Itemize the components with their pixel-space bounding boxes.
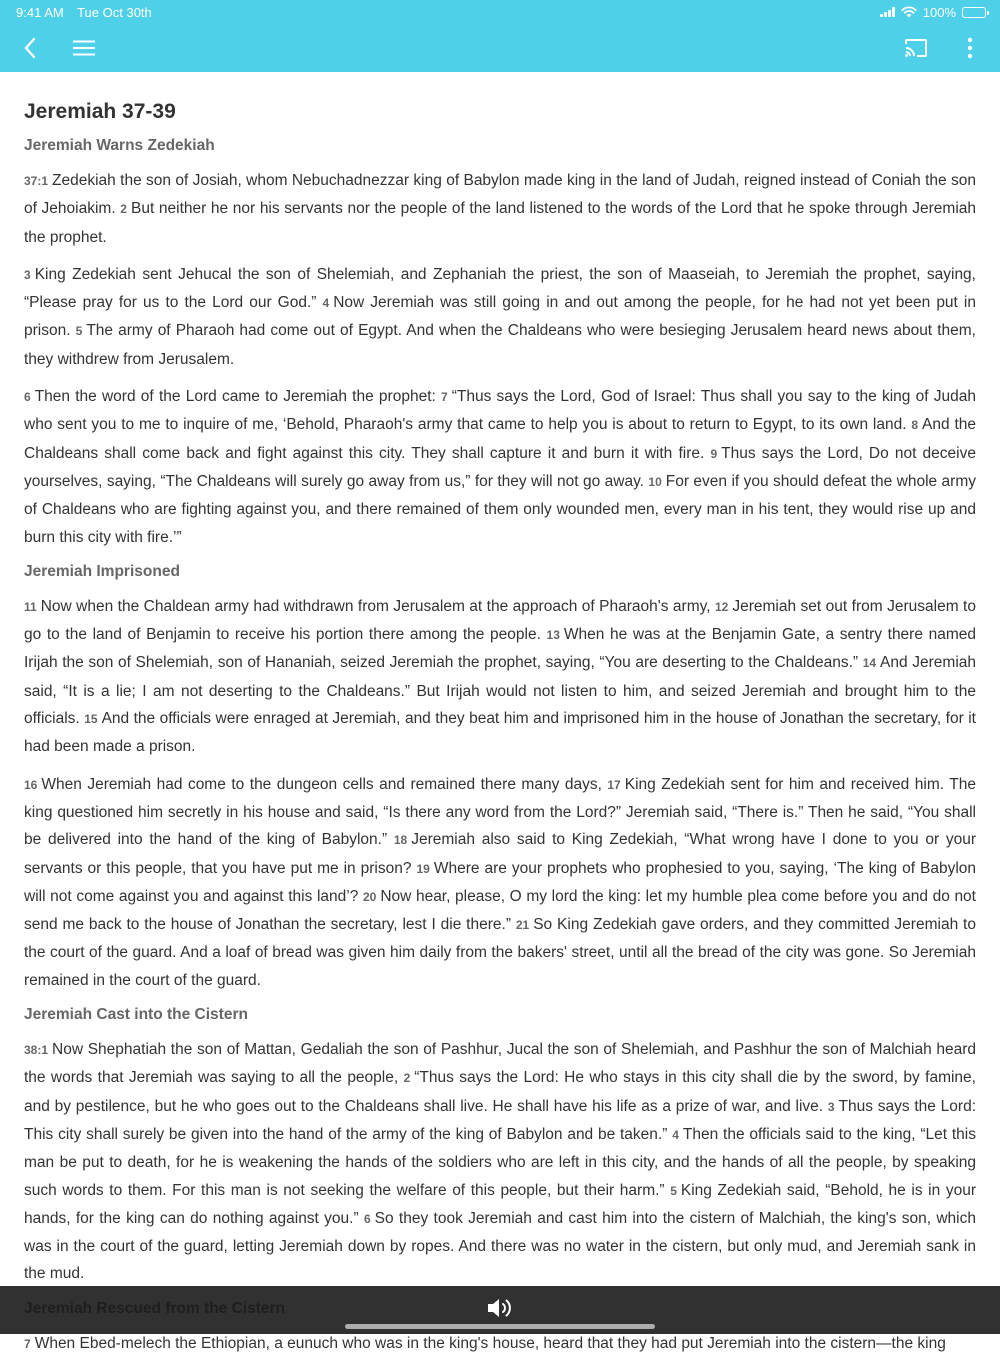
battery-percent: 100%: [922, 4, 956, 20]
back-button[interactable]: [14, 32, 46, 64]
verse-text[interactable]: So they took Jeremiah and cast him into the cistern of Malchiah, the king's son, which was in the court of the guard, letting Jeremiah down by ropes. And there was no water in the cistern, but only mud, and Jeremiah sank in the mud.: [24, 1209, 976, 1283]
toolbar-right: [900, 32, 986, 64]
verse-number[interactable]: 18: [393, 833, 408, 848]
top-toolbar: [0, 24, 1000, 72]
verse-text[interactable]: Thus says the Lord, Do not deceive yourselves, saying, “The Chaldeans will surely go away from us,” for they will not go away.: [24, 444, 976, 490]
reading-content[interactable]: [24, 72, 977, 1352]
verse-text[interactable]: “Thus says the Lord, God of Israel: Thus shall you say to the king of Judah who sent you to me to inquire of me, ‘Behold, Pharaoh's army that came to help you is about to return to Egypt, to its own land.: [24, 388, 976, 434]
verse-number[interactable]: 5: [670, 1183, 677, 1198]
cast-button[interactable]: [900, 32, 932, 64]
back-chevron-icon: [23, 37, 37, 59]
verse-number[interactable]: 4: [672, 1127, 679, 1142]
status-right: [880, 5, 986, 20]
verse-text[interactable]: “Thus says the Lord: He who stays in this city shall die by the sword, by famine, and by pestilence, but he who goes out to the Chaldeans shall live. He shall have his life as a prize of war, and live.: [24, 1069, 976, 1115]
speaker-volume-icon: [486, 1296, 514, 1320]
cast-icon: [904, 38, 928, 58]
verse-number[interactable]: 13: [546, 628, 560, 643]
paragraph: [24, 593, 976, 761]
verse-text[interactable]: Where are your prophets who prophesied to you, saying, ‘The king of Babylon will not come against you and against this land’?: [24, 859, 976, 905]
verse-text[interactable]: And Jeremiah said, “It is a lie; I am not deserting to the Chaldeans.” But Irijah would not listen to him, and seized Jeremiah and brought him to the officials.: [24, 654, 976, 728]
verse-text[interactable]: Now hear, please, O my lord the king: let my humble plea come before you and do not send me back to the house of Jonathan the secretary, lest I die there.”: [24, 887, 976, 934]
verse-number[interactable]: 14: [862, 656, 877, 671]
verse-text[interactable]: Now Shephatiah the son of Mattan, Gedaliah the son of Pashhur, Jucal the son of Shelemiah, and Pashhur the son of Malchiah heard the words that Jeremiah was saying to all the people,: [24, 1041, 976, 1087]
verse-number[interactable]: 19: [416, 861, 430, 876]
verse-text[interactable]: Zedekiah the son of Josiah, whom Nebuchadnezzar king of Babylon made king in the land of Judah, reigned instead of Coniah the son of Jehoiakim.: [24, 172, 976, 218]
verse-text[interactable]: Then the officials said to the king, “Let this man be put to death, for he is weakening the hands of the soldiers who are left in this city, and the hands of all the people, by speaking such words to them. For this man is not seeking the welfare of this people, but their harm.”: [24, 1125, 976, 1199]
home-indicator[interactable]: [345, 1324, 655, 1329]
section-heading: Jeremiah Imprisoned: [24, 562, 180, 580]
verse-text[interactable]: King Zedekiah sent for him and received him. The king questioned him secretly in his house and said, “Is there any word from the Lord?” Jeremiah said, “There is.” Then he said, “You shall be delivered into the hand of the king of Babylon.”: [24, 775, 976, 849]
paragraph: [24, 167, 976, 251]
verse-text[interactable]: King Zedekiah sent Jehucal the son of Shelemiah, and Zephaniah the priest, the son of Maaseiah, to Jeremiah the prophet, saying, “Please pray for us to the Lord our God.”: [24, 265, 976, 312]
verse-text[interactable]: Thus says the Lord: This city shall surely be given into the hand of the army of the king of Babylon and be taken.”: [24, 1097, 977, 1143]
verse-number[interactable]: 5: [75, 324, 83, 339]
verse-text[interactable]: When he was at the Benjamin Gate, a sentry there named Irijah the son of Shelemiah, son of Hananiah, seized Jeremiah the prophet, saying, “You are deserting to the Chaldeans.”: [24, 626, 976, 672]
verse-number[interactable]: 7: [441, 390, 448, 405]
verse-number[interactable]: 16: [24, 777, 38, 792]
verse-number[interactable]: 6: [363, 1211, 371, 1226]
verse-text[interactable]: And the officials were enraged at Jeremiah, and they beat him and imprisoned him in the house of Jonathan the secretary, for it had been made a prison.: [24, 710, 976, 756]
paragraph: [24, 261, 976, 373]
verse-number[interactable]: 8: [911, 418, 919, 433]
verse-text[interactable]: Jeremiah also said to King Zedekiah, “What wrong have I done to you or your servants or this people, that you have put me in prison?: [24, 831, 976, 877]
verse-text[interactable]: But neither he nor his servants nor the people of the land listened to the words of the Lord that he spoke through Jeremiah the prophet.: [24, 200, 977, 246]
signal-icon: [880, 7, 895, 17]
verse-number[interactable]: 37:1: [24, 174, 49, 188]
verse-text[interactable]: For even if you should defeat the whole army of Chaldeans who are fighting against you, and there remained of them only wounded men, every man in his tent, they would rise up and burn this city with fire.’”: [24, 472, 976, 546]
verse-text[interactable]: And the Chaldeans shall come back and fight against this city. They shall capture it and burn it with fire.: [24, 416, 977, 462]
verse-text[interactable]: Jeremiah set out from Jerusalem to go to the land of Benjamin to receive his portion there among the people.: [24, 597, 976, 644]
verse-text[interactable]: When Ebed-melech the Ethiopian, a eunuch who was in the king's house, heard that they had put Jeremiah into the cistern—the king: [34, 1334, 946, 1352]
verse-number[interactable]: 17: [607, 777, 621, 792]
verse-text[interactable]: The army of Pharaoh had come out of Egypt. And when the Chaldeans who were besieging Jerusalem heard news about them, they withdrew from Jerusalem.: [24, 322, 976, 368]
section-heading: Jeremiah Cast into the Cistern: [24, 1006, 248, 1024]
more-vertical-icon: [967, 37, 973, 59]
verse-number[interactable]: 2: [120, 202, 127, 217]
wifi-icon: [901, 6, 917, 18]
verse-text[interactable]: Now Jeremiah was still going in and out among the people, for he had not yet been put in prison.: [24, 294, 977, 340]
audio-toggle-button[interactable]: [486, 1296, 514, 1325]
verse-number[interactable]: 7: [24, 1336, 31, 1351]
status-left: [16, 5, 162, 20]
status-date: Tue Oct 30th: [77, 4, 152, 20]
verse-number[interactable]: 38:1: [24, 1043, 49, 1058]
verse-text[interactable]: So King Zedekiah gave orders, and they committed Jeremiah to the court of the guard. And a loaf of bread was given him daily from the bakers' street, until all the bread of the city was gone. So Jeremiah remained in the court of the guard.: [24, 916, 976, 989]
page-title: Jeremiah 37-39: [24, 100, 176, 123]
verse-number[interactable]: 11: [24, 599, 37, 614]
verse-number[interactable]: 10: [648, 474, 662, 489]
status-time: 9:41 AM: [16, 4, 64, 20]
sections-container: [24, 135, 976, 1358]
verse-number[interactable]: 20: [362, 889, 377, 904]
verse-number[interactable]: 3: [827, 1099, 835, 1114]
paragraph: [24, 771, 976, 994]
paragraph: [24, 1036, 976, 1288]
verse-number[interactable]: 3: [24, 267, 31, 282]
verse-text[interactable]: King Zedekiah said, “Behold, he is in your hands, for the king can do nothing against you.”: [24, 1181, 976, 1227]
menu-button[interactable]: [68, 32, 100, 64]
status-bar: [0, 0, 1000, 24]
verse-text[interactable]: Then the word of the Lord came to Jeremiah the prophet:: [34, 388, 436, 406]
verse-number[interactable]: 15: [84, 712, 98, 727]
verse-number[interactable]: 6: [24, 390, 31, 405]
verse-number[interactable]: 9: [710, 446, 718, 461]
verse-number[interactable]: 21: [515, 918, 530, 933]
toolbar-left: [14, 32, 100, 64]
more-options-button[interactable]: [954, 32, 986, 64]
verse-text[interactable]: When Jeremiah had come to the dungeon cells and remained there many days,: [41, 775, 602, 793]
paragraph: [24, 383, 976, 551]
hamburger-menu-icon: [72, 39, 96, 57]
verse-number[interactable]: 4: [322, 296, 330, 311]
section-heading: Jeremiah Warns Zedekiah: [24, 137, 215, 154]
verse-number[interactable]: 12: [714, 599, 729, 614]
verse-number[interactable]: 2: [403, 1071, 411, 1086]
battery-icon: [962, 7, 986, 18]
verse-text[interactable]: Now when the Chaldean army had withdrawn from Jerusalem at the approach of Pharaoh's army,: [40, 597, 711, 615]
